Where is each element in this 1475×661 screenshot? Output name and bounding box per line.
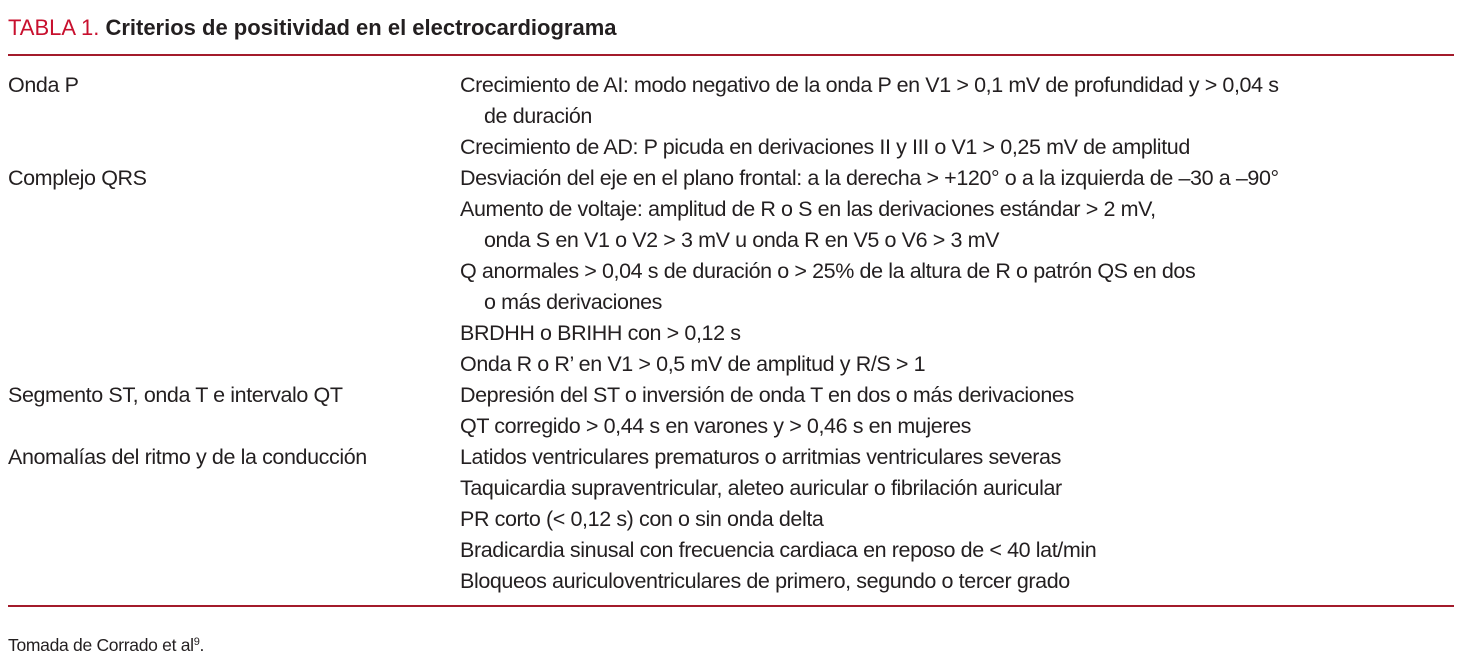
criterion-item	[460, 349, 1454, 380]
criterion-text: Latidos ventriculares prematuros o arritmias ventriculares severas	[460, 445, 1061, 469]
group-label: Segmento ST, onda T e intervalo QT	[8, 383, 343, 407]
criterion-text: Crecimiento de AD: P picuda en derivaciones II y III o V1 > 0,25 mV de amplitud	[460, 135, 1190, 159]
criterion-text: Bloqueos auriculoventriculares de primero, segundo o tercer grado	[460, 569, 1070, 593]
table-number: TABLA 1.	[8, 15, 100, 40]
table-caption	[8, 0, 1454, 54]
group-label: Onda P	[8, 73, 79, 97]
footnote-period: .	[199, 635, 205, 655]
criterion-item	[460, 442, 1454, 473]
criterion-item	[460, 132, 1454, 163]
criterion-item	[460, 411, 1454, 442]
criterion-item	[460, 163, 1454, 194]
table-row-group	[8, 70, 1454, 163]
table-title: Criterios de positividad en el electrocardiograma	[105, 15, 617, 40]
criterion-continuation: o más derivaciones	[484, 290, 663, 314]
criterion-text: Depresión del ST o inversión de onda T en dos o más derivaciones	[460, 383, 1074, 407]
criterion-item	[460, 504, 1454, 535]
criterion-text: BRDHH o BRIHH con > 0,12 s	[460, 321, 741, 345]
criterion-text: Bradicardia sinusal con frecuencia cardiaca en reposo de < 40 lat/min	[460, 538, 1097, 562]
table-container	[8, 0, 1454, 607]
criteria-list	[460, 70, 1454, 163]
table-footnote	[8, 631, 204, 656]
criterion-item	[460, 473, 1454, 504]
table-row-group	[8, 380, 1454, 442]
criteria-list	[460, 163, 1454, 380]
table-row-group	[8, 163, 1454, 380]
footnote-text: Tomada de Corrado et al	[8, 635, 194, 655]
criterion-item	[460, 194, 1454, 256]
criterion-item	[460, 256, 1454, 318]
criteria-list	[460, 442, 1454, 597]
criterion-continuation: de duración	[484, 104, 592, 128]
bottom-rule	[8, 605, 1454, 607]
criterion-text: PR corto (< 0,12 s) con o sin onda delta	[460, 507, 824, 531]
criterion-text: Desviación del eje en el plano frontal: a la derecha > +120° o a la izquierda de –30 a –90°	[460, 166, 1279, 190]
criterion-item	[460, 566, 1454, 597]
group-label: Complejo QRS	[8, 166, 147, 190]
footnote-reference: 9	[193, 636, 200, 648]
criterion-text: Onda R o R’ en V1 > 0,5 mV de amplitud y R/S > 1	[460, 352, 926, 376]
criterion-text: QT corregido > 0,44 s en varones y > 0,46 s en mujeres	[460, 414, 972, 438]
criterion-item	[460, 318, 1454, 349]
criterion-text: Taquicardia supraventricular, aleteo auricular o fibrilación auricular	[460, 476, 1062, 500]
criterion-item	[460, 70, 1454, 132]
table-body	[8, 56, 1454, 605]
criterion-text: Q anormales > 0,04 s de duración o > 25% de la altura de R o patrón QS en dos	[460, 259, 1196, 283]
criterion-item	[460, 535, 1454, 566]
table-row-group	[8, 442, 1454, 597]
criteria-list	[460, 380, 1454, 442]
criterion-text: Crecimiento de AI: modo negativo de la onda P en V1 > 0,1 mV de profundidad y > 0,04 s	[460, 73, 1279, 97]
criterion-text: Aumento de voltaje: amplitud de R o S en las derivaciones estándar > 2 mV,	[460, 197, 1156, 221]
criterion-continuation: onda S en V1 o V2 > 3 mV u onda R en V5 o V6 > 3 mV	[484, 228, 1000, 252]
group-label: Anomalías del ritmo y de la conducción	[8, 445, 367, 469]
criterion-item	[460, 380, 1454, 411]
